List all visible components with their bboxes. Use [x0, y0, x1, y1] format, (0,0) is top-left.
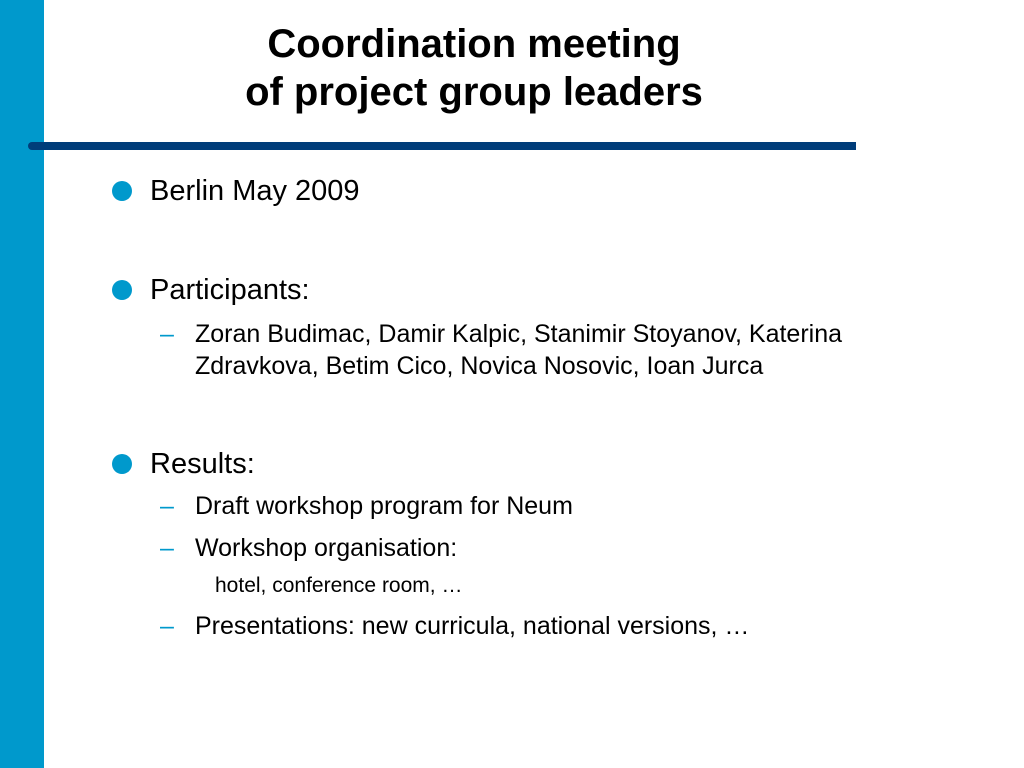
bullet-participants: Participants:	[150, 274, 310, 306]
sub-dash-icon: –	[160, 492, 174, 520]
slide-title	[100, 20, 848, 116]
sub-dash-icon: –	[160, 534, 174, 562]
sub-dash-icon: –	[160, 612, 174, 640]
bullet-results: Results:	[150, 448, 255, 480]
result-draft-program: Draft workshop program for Neum	[195, 492, 573, 520]
title-line-1: Coordination meeting	[267, 22, 681, 66]
organisation-detail: hotel, conference room, …	[215, 574, 463, 597]
bullet-date: Berlin May 2009	[150, 175, 360, 207]
result-workshop-organisation: Workshop organisation:	[195, 534, 458, 562]
bullet-dot-icon	[112, 181, 132, 201]
title-line-2: of project group leaders	[245, 70, 703, 114]
result-presentations: Presentations: new curricula, national versions, …	[195, 612, 750, 640]
title-rule	[28, 142, 856, 150]
bullet-dot-icon	[112, 280, 132, 300]
bullet-dot-icon	[112, 454, 132, 474]
side-accent-bar	[0, 0, 44, 768]
participants-list: Zoran Budimac, Damir Kalpic, Stanimir Stoyanov, Katerina Zdravkova, Betim Cico, Novica Nosovic, Ioan Jurca	[195, 320, 843, 380]
sub-dash-icon: –	[160, 320, 174, 348]
